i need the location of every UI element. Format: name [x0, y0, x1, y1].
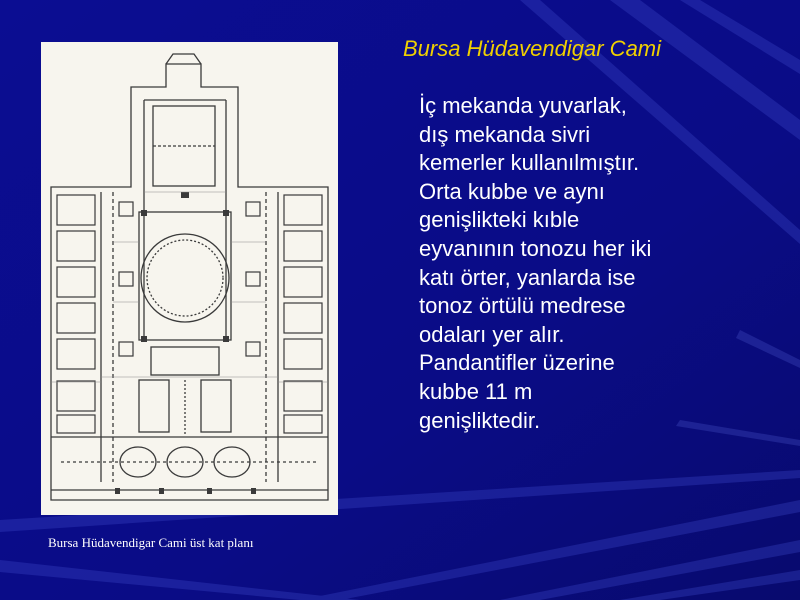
body-line: kemerler kullanılmıştır. [419, 150, 640, 176]
body-line: genişliktedir. [419, 407, 541, 433]
medrese-cells-right [246, 195, 322, 433]
body-line: dış mekanda sivri [419, 121, 591, 147]
body-line: katı örter, yanlarda ise [419, 264, 636, 290]
slide-body-text [419, 92, 719, 435]
body-line: genişlikteki kıble [419, 207, 580, 233]
medrese-cells-left [57, 195, 133, 433]
body-line: eyvanının tonozu her iki [419, 235, 652, 261]
slide-title: Bursa Hüdavendigar Cami [403, 36, 662, 61]
floor-plan-drawing [41, 42, 338, 515]
body-line: tonoz örtülü medrese [419, 293, 626, 319]
floor-plan-image [41, 42, 338, 515]
plan-caption: Bursa Hüdavendigar Cami üst kat planı [48, 535, 254, 550]
body-line: Orta kubbe ve aynı [419, 178, 605, 204]
body-line: kubbe 11 m [419, 378, 533, 404]
body-line: Pandantifler üzerine [419, 350, 615, 376]
body-line: odaları yer alır. [419, 321, 565, 347]
body-line: İç mekanda yuvarlak, [419, 93, 627, 118]
